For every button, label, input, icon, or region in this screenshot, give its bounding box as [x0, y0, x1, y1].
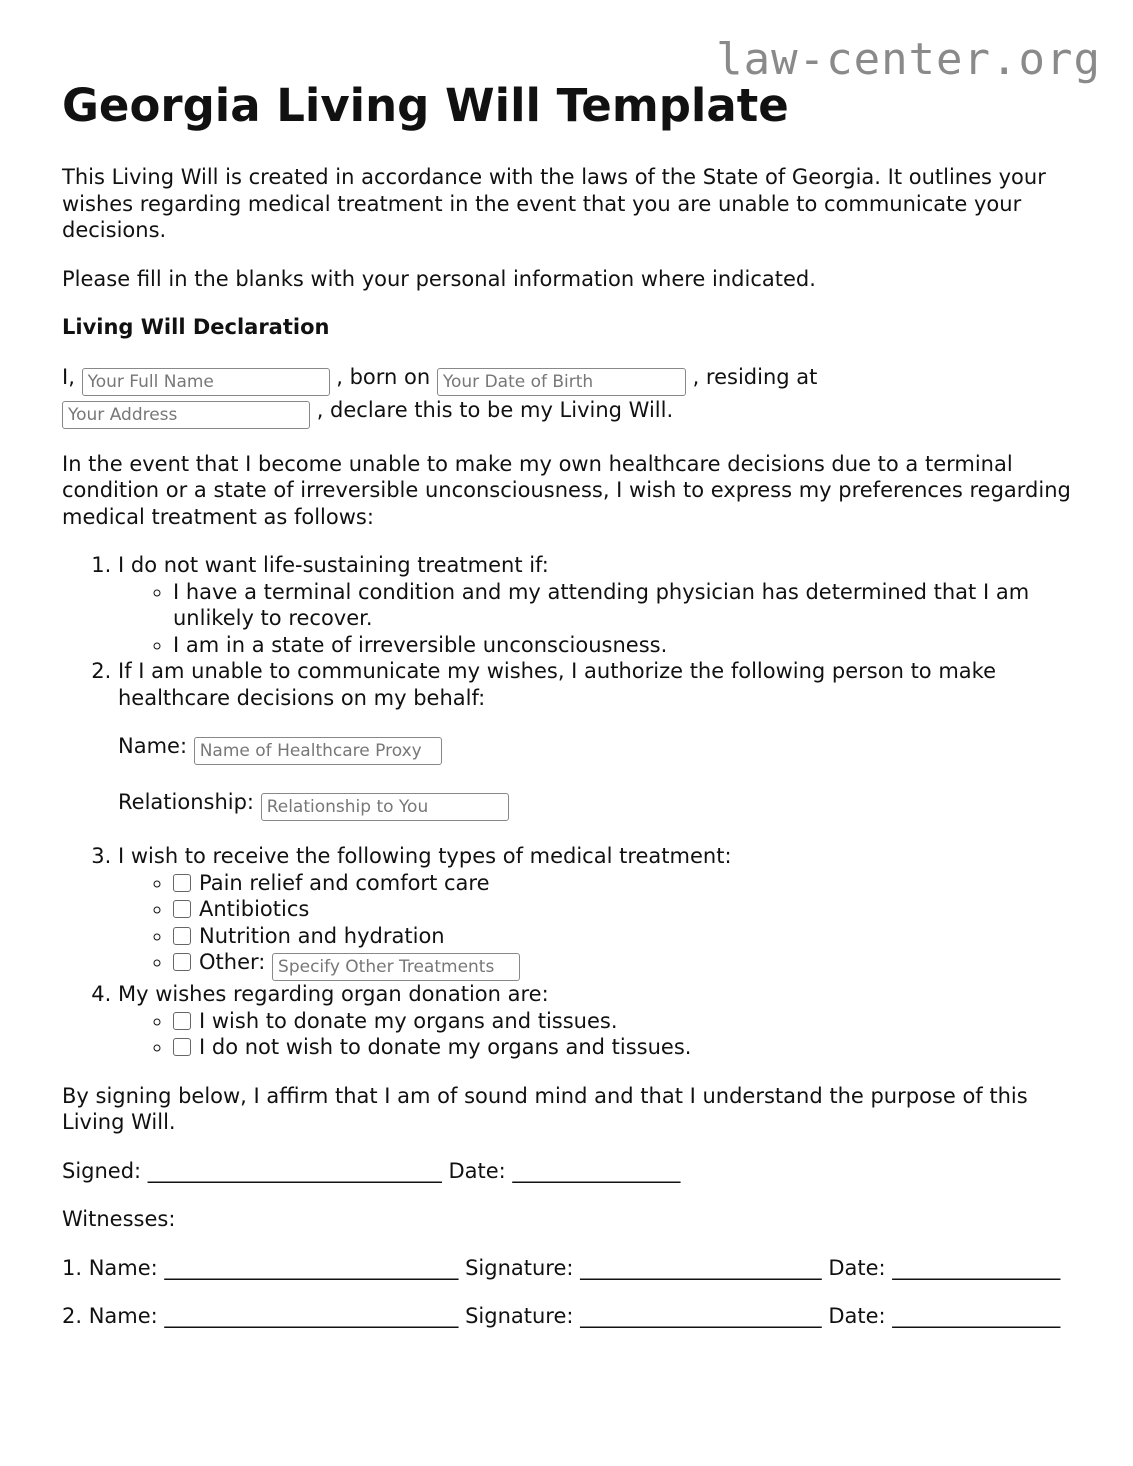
nutrition-checkbox[interactable] [173, 927, 191, 945]
date-of-birth-input[interactable] [437, 368, 686, 396]
list-item [118, 552, 1072, 658]
page-title: Georgia Living Will Template [62, 79, 789, 132]
treatment-option [173, 949, 1072, 981]
pain-relief-checkbox[interactable] [173, 874, 191, 892]
list-item [118, 981, 1072, 1061]
proxy-relationship-label: Relationship: [118, 790, 254, 814]
antibiotics-checkbox[interactable] [173, 900, 191, 918]
option-label: Antibiotics [199, 897, 310, 921]
witness-line: 1. Name: ____________________________ Signature: _______________________ Date: ________________ [62, 1255, 1061, 1280]
list-item [118, 658, 1072, 821]
treatment-option [173, 923, 1072, 950]
affirmation-paragraph: By signing below, I affirm that I am of sound mind and that I understand the purpose of this Living Will. [62, 1083, 1028, 1134]
proxy-name-label: Name: [118, 734, 188, 758]
witness-line: 2. Name: ____________________________ Signature: _______________________ Date: ________________ [62, 1304, 1061, 1328]
item-one-text: I do not want life-sustaining treatment if: [118, 553, 549, 577]
donation-option [173, 1008, 1072, 1035]
donation-options [118, 1008, 1072, 1061]
no-donate-checkbox[interactable] [173, 1038, 191, 1056]
option-label: Other: [199, 950, 266, 974]
treatment-option [173, 870, 1072, 897]
document [62, 78, 1072, 1330]
item-one-sublist [118, 579, 1072, 659]
declaration-heading: Living Will Declaration [62, 315, 330, 339]
signature-line: Signed: ____________________________ Date: ________________ [62, 1158, 681, 1183]
list-item [118, 843, 1072, 981]
option-label: Nutrition and hydration [199, 923, 445, 948]
intro-paragraph: This Living Will is created in accordance with the laws of the State of Georgia. It outlines your wishes regarding medical treatment in the event that you are unable to communicate your decisions. [62, 165, 1046, 242]
proxy-relationship-input[interactable] [261, 793, 509, 821]
born-on-text: , born on [336, 364, 431, 389]
address-input[interactable] [62, 401, 310, 429]
item-four-text: My wishes regarding organ donation are: [118, 982, 549, 1006]
sub-item: ◦ I am in a state of irreversible unconsciousness. [173, 632, 1072, 659]
treatment-option [173, 896, 1072, 923]
sub-item: ◦ I have a terminal condition and my attending physician has determined that I am unlikely to recover. [173, 579, 1072, 632]
other-treatments-input[interactable] [272, 953, 520, 981]
instructions-paragraph: Please fill in the blanks with your personal information where indicated. [62, 266, 816, 291]
other-checkbox[interactable] [173, 953, 191, 971]
full-name-input[interactable] [82, 368, 330, 396]
residing-at-text: , residing at [692, 364, 818, 389]
preference-intro: In the event that I become unable to make my own healthcare decisions due to a terminal condition or a state of irreversible unconsciousness, I wish to express my preferences regarding medical treatment as follows: [62, 451, 1071, 529]
item-three-text: I wish to receive the following types of medical treatment: [118, 844, 732, 868]
donation-option [173, 1034, 1072, 1061]
declaration-suffix: , declare this to be my Living Will. [316, 397, 674, 422]
treatment-options [118, 870, 1072, 982]
declaration-prefix: I, [62, 364, 75, 389]
declaration-statement [62, 363, 1072, 429]
proxy-name-row [118, 733, 1072, 765]
option-label: I wish to donate my organs and tissues. [199, 1008, 618, 1033]
item-two-text: If I am unable to communicate my wishes, I authorize the following person to make healthcare decisions on my behalf: [118, 659, 996, 710]
proxy-relationship-row [118, 789, 1072, 821]
donate-checkbox[interactable] [173, 1012, 191, 1030]
watermark: law-center.org [716, 34, 1101, 85]
option-label: Pain relief and comfort care [199, 870, 490, 895]
witnesses-label: Witnesses: [62, 1207, 176, 1231]
proxy-name-input[interactable] [194, 737, 442, 765]
preferences-list [62, 552, 1072, 1061]
option-label: I do not wish to donate my organs and tissues. [199, 1035, 692, 1059]
